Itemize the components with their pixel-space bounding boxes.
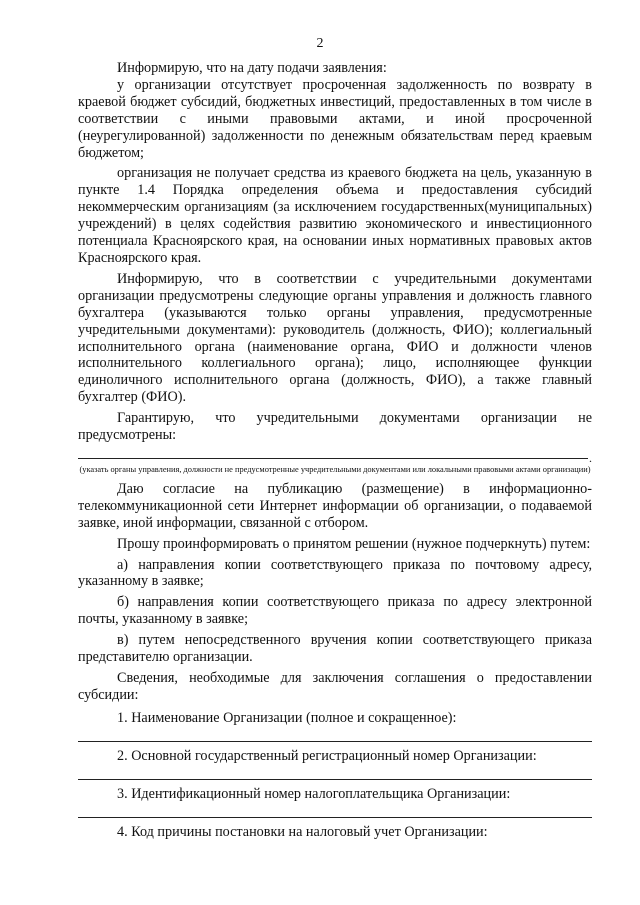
option-b: б) направления копии соответствующего приказа по адресу электронной почты, указанному в заявке; (78, 594, 592, 628)
fill-line-inn[interactable] (78, 817, 592, 818)
consent-paragraph: Даю согласие на публикацию (размещение) в информационно-телекоммуникационной сети Интернет информации об организации, о подаваемой заявке, иной информации, связанной с отбором. (78, 480, 592, 531)
agreement-info-paragraph: Сведения, необходимые для заключения соглашения о предоставлении субсидии: (78, 670, 592, 703)
item-inn: 3. Идентификационный номер налогоплательщика Организации: (117, 785, 511, 802)
inform-intro: Информирую, что на дату подачи заявления: (117, 60, 387, 76)
item-kpp: 4. Код причины постановки на налоговый учет Организации: (117, 823, 488, 840)
fill-line-ogrn[interactable] (78, 779, 592, 780)
fill-line-organization-name[interactable] (78, 741, 592, 742)
no-funds-paragraph: организация не получает средства из краевого бюджета на цель, указанную в пункте 1.4 Порядка определения объема и предоставления субсидий некоммерческим организациям (за исключением государственных(муниципальных) учреждений) в целях содействия развитию экономического и инвестиционного потенциала Красноярского края, на основании иных нормативных правовых актов Красноярского края. (78, 165, 592, 266)
notify-request-paragraph: Прошу проинформировать о принятом решении (нужное подчеркнуть) путем: (117, 535, 591, 552)
option-a: а) направления копии соответствующего приказа по почтовому адресу, указанному в заявке; (78, 556, 592, 590)
management-bodies-paragraph: Информирую, что в соответствии с учредительными документами организации предусмотрены следующие органы управления и должность главного бухгалтера (указываются только органы управления, предусмотренные учредительными документами): руководитель (должность, ФИО); коллегиальный исполнительного органа (наименование органа, ФИО и должности членов исполнительного коллегиального органа); лицо, исполняющее функции единоличного исполнительного органа (должность, ФИО), а также главный бухгалтер (ФИО). (78, 270, 592, 406)
item-organization-name: 1. Наименование Организации (полное и сокращенное): (117, 709, 457, 726)
guarantee-paragraph: Гарантирую, что учредительными документами организации не предусмотрены: (78, 410, 592, 444)
fill-line-caption: (указать органы управления, должности не предусмотренные учредительными документами или локальными правовыми актами организации) (79, 464, 591, 474)
document-body (78, 60, 592, 840)
option-c: в) путем непосредственного вручения копии соответствующего приказа представителю организации. (78, 632, 592, 666)
page-number: 2 (316, 36, 324, 51)
no-debt-paragraph: у организации отсутствует просроченная задолженность по возврату в краевой бюджет субсидий, бюджетных инвестиций, предоставленных в том числе в соответствии с иными правовыми актами, и иной просроченной (неурегулированной) задолженности по денежным обязательствам перед краевым бюджетом; (78, 76, 592, 161)
fill-line-bodies[interactable]: . (78, 458, 592, 459)
item-ogrn: 2. Основной государственный регистрационный номер Организации: (117, 747, 537, 764)
